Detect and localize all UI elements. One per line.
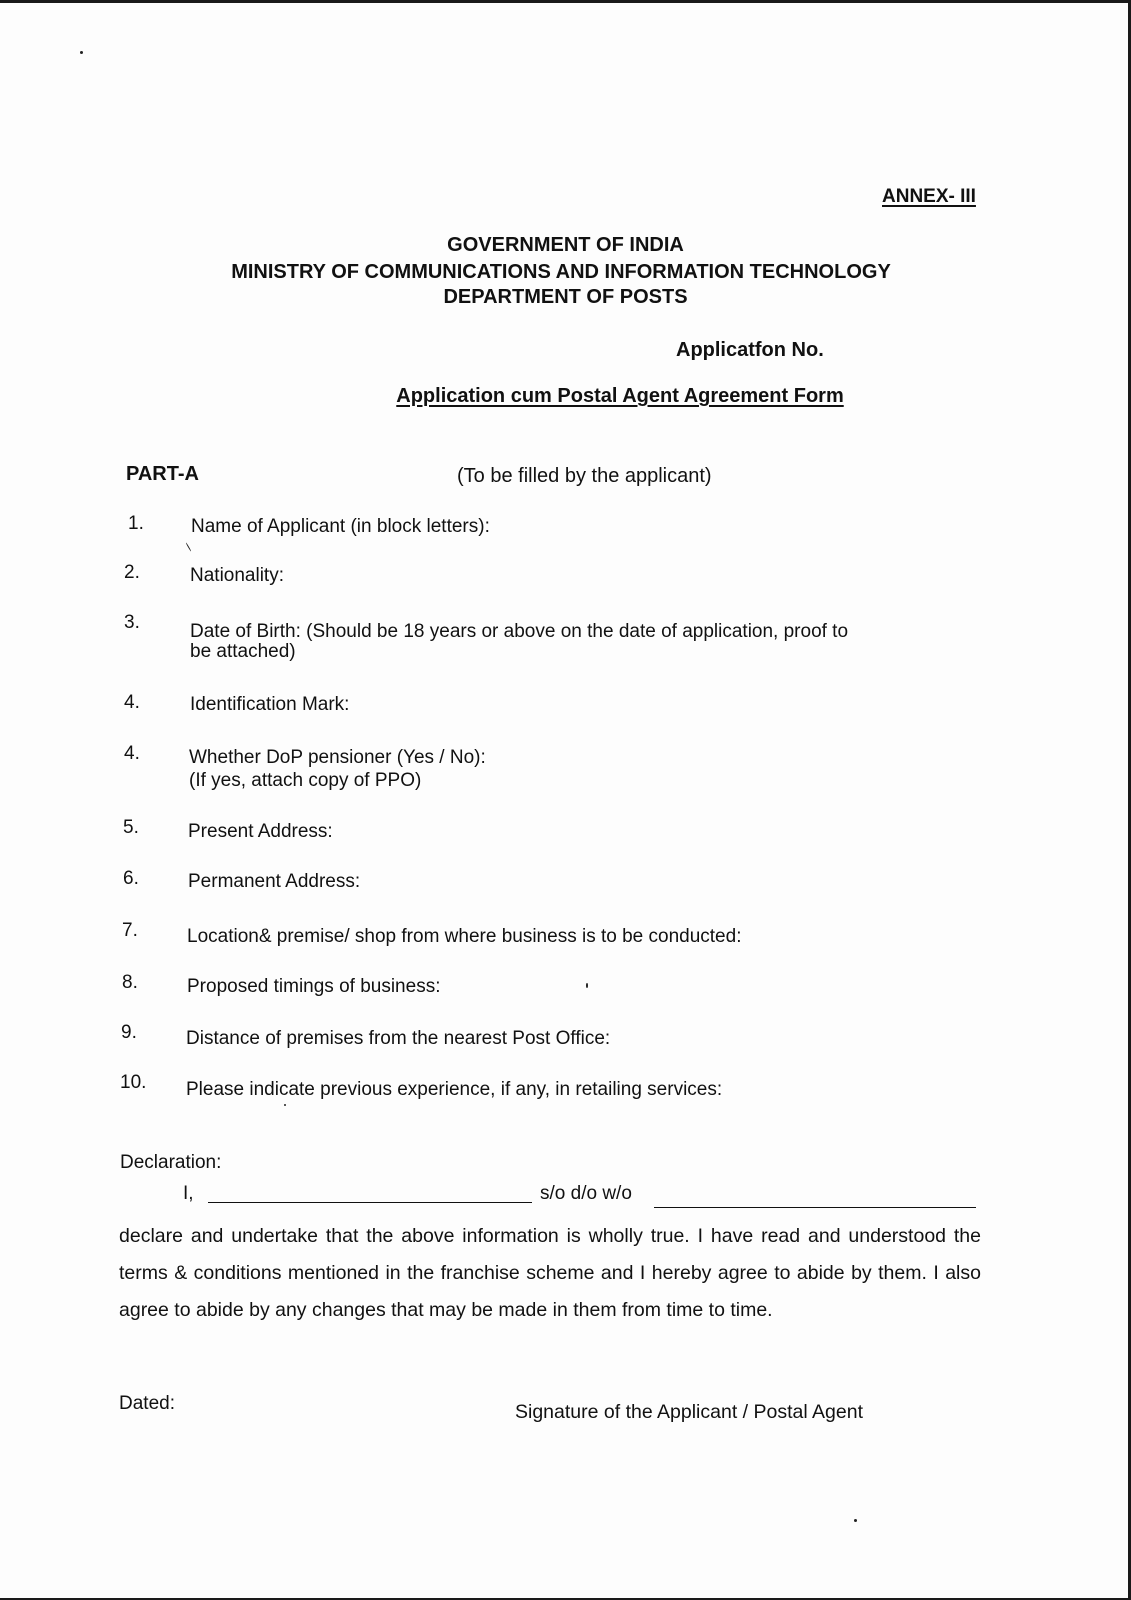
scan-speck bbox=[80, 51, 83, 54]
declaration-relation-label: s/o d/o w/o bbox=[540, 1183, 632, 1204]
item-name-of-applicant: Name of Applicant (in block letters): bbox=[191, 516, 490, 537]
item-number: 6. bbox=[123, 868, 139, 889]
scan-speck bbox=[586, 983, 588, 988]
declaration-relation-blank bbox=[654, 1207, 976, 1208]
item-dop-pensioner-line1: Whether DoP pensioner (Yes / No): bbox=[189, 747, 486, 768]
header-department: DEPARTMENT OF POSTS bbox=[443, 286, 688, 308]
item-business-timings: Proposed timings of business: bbox=[187, 976, 441, 997]
header-ministry: MINISTRY OF COMMUNICATIONS AND INFORMATION TECHNOLOGY bbox=[231, 261, 891, 283]
declaration-paragraph: declare and undertake that the above information is wholly true. I have read and understood the terms & conditions mentioned in the franchise scheme and I hereby agree to abide by them. I also agree to abide by any changes that may be made in them from time to time. bbox=[119, 1225, 981, 1321]
annex-label: ANNEX- III bbox=[882, 186, 976, 207]
item-date-of-birth-line1: Date of Birth: (Should be 18 years or above on the date of application, proof to bbox=[190, 621, 849, 642]
item-number: 10. bbox=[120, 1072, 147, 1093]
declaration-i-label: I, bbox=[183, 1183, 194, 1204]
item-number: 4. bbox=[124, 692, 140, 713]
signature-label: Signature of the Applicant / Postal Agent bbox=[515, 1401, 863, 1423]
item-number: 8. bbox=[122, 972, 138, 993]
item-nationality: Nationality: bbox=[190, 565, 284, 586]
item-number: 7. bbox=[122, 920, 138, 941]
item-dop-pensioner-line2: (If yes, attach copy of PPO) bbox=[189, 770, 422, 791]
item-identification-mark: Identification Mark: bbox=[190, 694, 350, 715]
application-number-label: Applicatfon No. bbox=[676, 339, 824, 361]
scan-border-top bbox=[0, 0, 1131, 3]
item-number: 4. bbox=[124, 743, 140, 764]
scan-speck bbox=[186, 542, 192, 551]
item-distance-post-office: Distance of premises from the nearest Post Office: bbox=[186, 1028, 611, 1049]
form-title bbox=[0, 385, 1131, 408]
item-business-location: Location& premise/ shop from where business is to be conducted: bbox=[187, 926, 742, 947]
item-number: 5. bbox=[123, 817, 139, 838]
item-date-of-birth-line2: be attached) bbox=[190, 641, 296, 662]
part-note: (To be filled by the applicant) bbox=[457, 465, 712, 487]
declaration-name-blank bbox=[208, 1202, 532, 1203]
item-number: 2. bbox=[124, 562, 140, 583]
part-label: PART-A bbox=[126, 463, 199, 485]
item-present-address: Present Address: bbox=[188, 821, 333, 842]
scan-speck bbox=[284, 1104, 286, 1106]
declaration-label: Declaration: bbox=[120, 1152, 222, 1173]
item-permanent-address: Permanent Address: bbox=[188, 871, 361, 892]
item-number: 3. bbox=[124, 612, 140, 633]
scan-speck bbox=[854, 1519, 857, 1522]
form-title-text: Application cum Postal Agent Agreement Form bbox=[396, 385, 844, 407]
item-number: 1. bbox=[128, 513, 144, 534]
item-number: 9. bbox=[121, 1022, 137, 1043]
item-previous-experience: Please indicate previous experience, if any, in retailing services: bbox=[186, 1079, 723, 1100]
dated-label: Dated: bbox=[119, 1393, 175, 1414]
item-date-of-birth bbox=[190, 620, 990, 663]
item-dop-pensioner bbox=[189, 746, 486, 792]
header-government: GOVERNMENT OF INDIA bbox=[447, 234, 684, 256]
